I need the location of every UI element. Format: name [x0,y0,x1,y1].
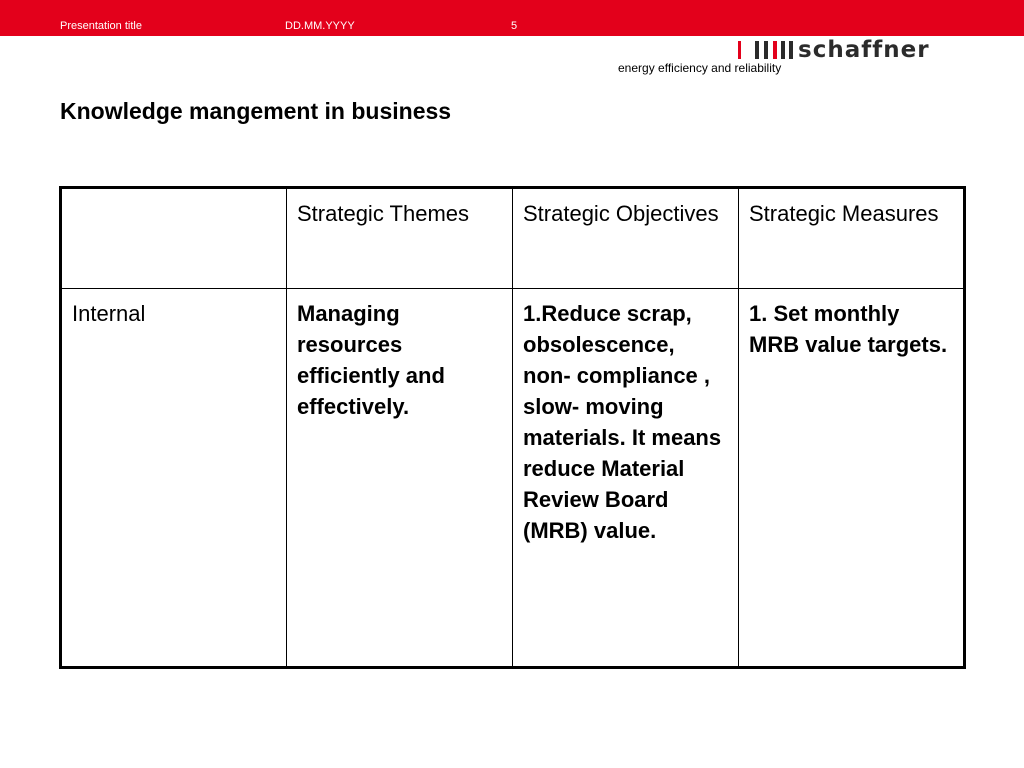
presentation-date: DD.MM.YYYY [285,20,355,32]
measure-cell: 1. Set monthly MRB value targets. [739,289,965,668]
header-bar [0,0,1024,36]
slide-title: Knowledge mangement in business [60,98,452,124]
presentation-title: Presentation title [60,20,142,32]
header-cell-empty [61,188,287,289]
header-cell-objectives: Strategic Objectives [513,188,739,289]
table-row [61,289,965,668]
objective-cell: 1.Reduce scrap, obsolescence, non- compliance , slow- moving materials. It means reduce Material Review Board (MRB) value. [513,289,739,668]
logo-bars-icon [736,40,794,60]
strategy-table [59,186,966,669]
header-cell-themes: Strategic Themes [287,188,513,289]
schaffner-logo [736,38,930,62]
logo-wordmark: schaffner [798,37,930,63]
theme-cell: Managing resources efficiently and effectively. [287,289,513,668]
header-cell-measures: Strategic Measures [739,188,965,289]
row-label-cell: Internal [61,289,287,668]
brand-tagline: energy efficiency and reliability [618,61,782,75]
page-number: 5 [511,20,518,32]
table-header-row [61,188,965,289]
